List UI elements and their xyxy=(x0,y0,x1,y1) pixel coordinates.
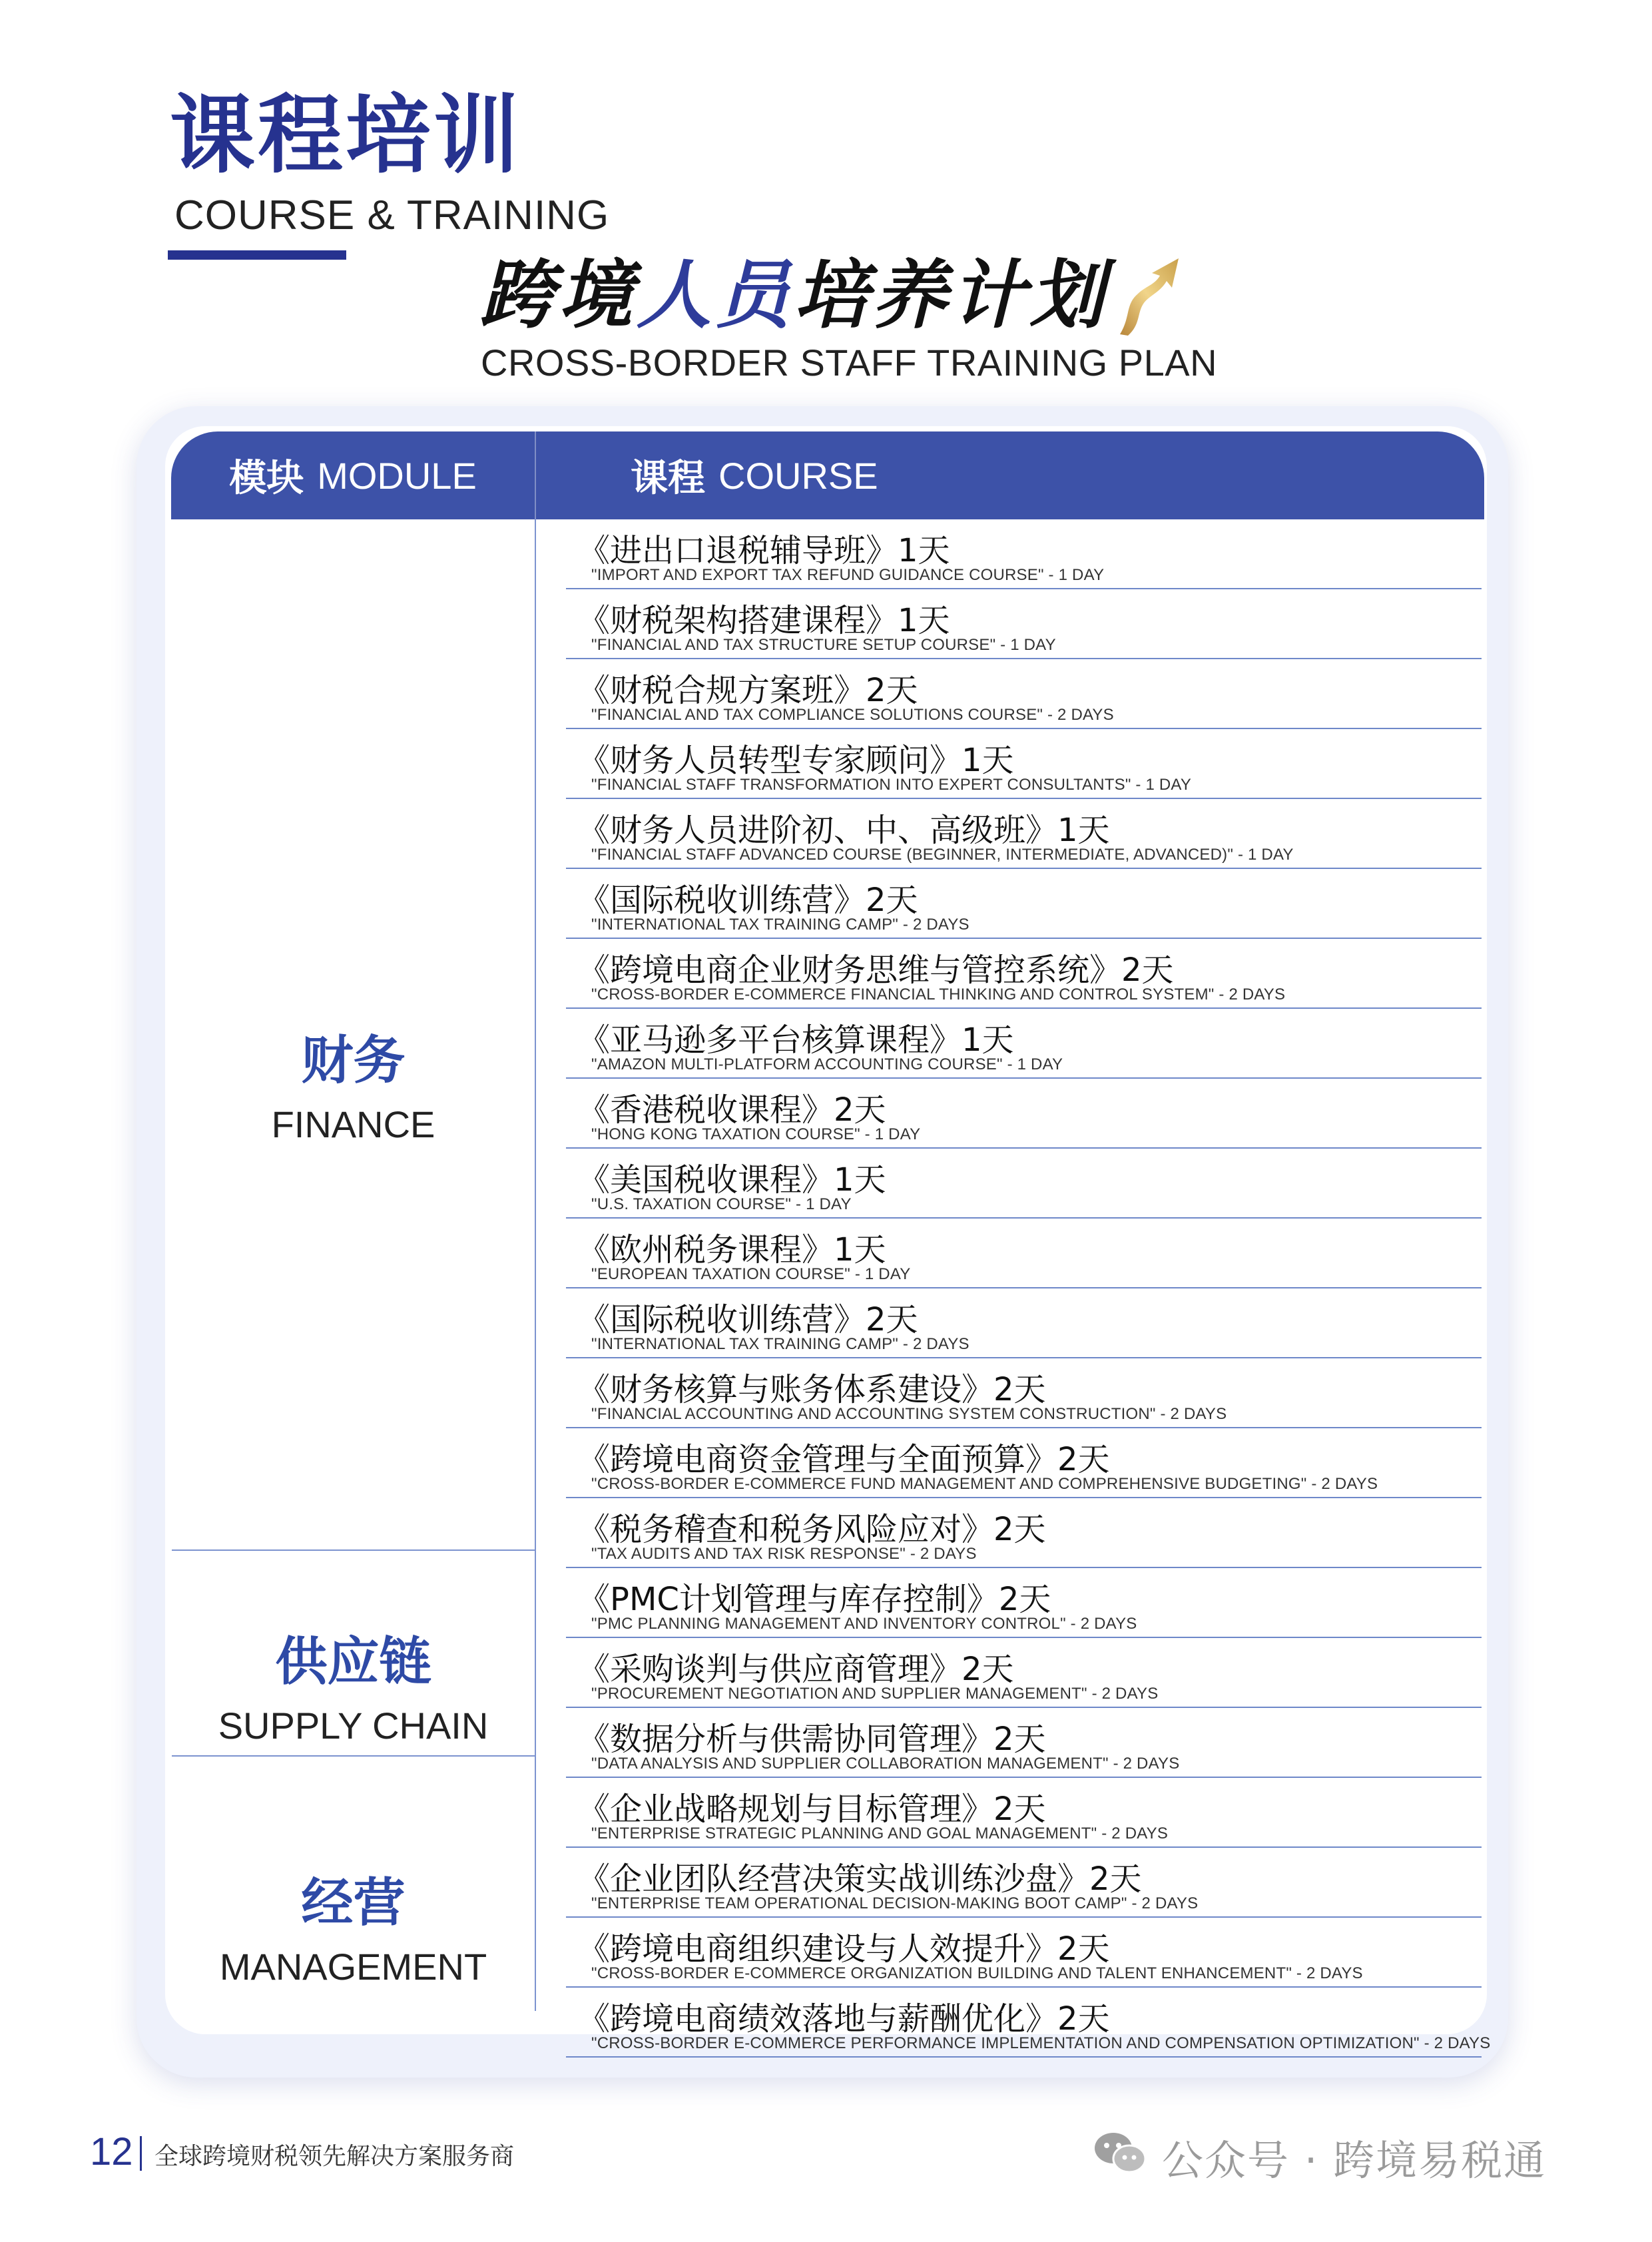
course-title-en: "FINANCIAL STAFF TRANSFORMATION INTO EXPERT CONSULTANTS" - 1 DAY xyxy=(591,776,1192,794)
course-title-cn: 《亚马逊多平台核算课程》1天 xyxy=(578,1021,1014,1059)
course-row xyxy=(566,729,1482,799)
course-row xyxy=(566,1219,1482,1288)
course-row xyxy=(566,1988,1491,2058)
course-title-cn: 《国际税收训练营》2天 xyxy=(578,882,918,919)
module-separator xyxy=(172,1755,535,1757)
course-row xyxy=(566,1079,1482,1149)
course-row xyxy=(566,1428,1482,1498)
plan-subtitle: CROSS-BORDER STAFF TRAINING PLAN xyxy=(481,342,1218,384)
watermark-text: 公众号 · 跨境易税通 xyxy=(1162,2136,1547,2185)
course-title-cn: 《跨境电商企业财务思维与管控系统》2天 xyxy=(578,952,1174,989)
course-title-cn: 《跨境电商组织建设与人效提升》2天 xyxy=(578,1930,1110,1968)
course-title-en: "CROSS-BORDER E-COMMERCE PERFORMANCE IMPLEMENTATION AND COMPENSATION OPTIMIZATION" - 2 DAYS xyxy=(591,2034,1491,2052)
module-label-cn: 供应链 xyxy=(275,1632,431,1692)
wechat-icon xyxy=(1092,2129,1148,2176)
course-title-cn: 《财务核算与账务体系建设》2天 xyxy=(578,1371,1046,1408)
course-row xyxy=(566,1288,1482,1358)
course-title-en: "PROCUREMENT NEGOTIATION AND SUPPLIER MANAGEMENT" - 2 DAYS xyxy=(591,1685,1159,1703)
course-title-en: "INTERNATIONAL TAX TRAINING CAMP" - 2 DAYS xyxy=(591,916,969,934)
course-title-cn: 《企业战略规划与目标管理》2天 xyxy=(578,1791,1046,1828)
course-title-cn: 《香港税收课程》2天 xyxy=(578,1091,886,1129)
course-title-en: "ENTERPRISE STRATEGIC PLANNING AND GOAL MANAGEMENT" - 2 DAYS xyxy=(591,1824,1169,1842)
course-row xyxy=(566,1708,1482,1778)
course-title-cn: 《企业团队经营决策实战训练沙盘》2天 xyxy=(578,1860,1142,1898)
course-title-cn: 《国际税收训练营》2天 xyxy=(578,1301,918,1338)
course-row xyxy=(566,1009,1482,1079)
module-management xyxy=(172,1861,535,1988)
course-row xyxy=(566,1848,1482,1918)
course-row xyxy=(566,1149,1482,1219)
module-separator xyxy=(172,1549,535,1551)
course-title-cn: 《财税合规方案班》2天 xyxy=(578,672,918,709)
course-title-cn: 《财务人员进阶初、中、高级班》1天 xyxy=(578,812,1110,849)
course-title-en: "HONG KONG TAXATION COURSE" - 1 DAY xyxy=(591,1125,921,1143)
course-title-en: "U.S. TAXATION COURSE" - 1 DAY xyxy=(591,1195,852,1213)
course-title-en: "PMC PLANNING MANAGEMENT AND INVENTORY CONTROL" - 2 DAYS xyxy=(591,1615,1137,1633)
course-title-cn: 《美国税收课程》1天 xyxy=(578,1161,886,1199)
course-title-cn: 《跨境电商绩效落地与薪酬优化》2天 xyxy=(578,2000,1110,2038)
course-row xyxy=(566,1358,1482,1428)
column-divider xyxy=(535,519,536,2011)
table-header xyxy=(171,431,1484,519)
footer-tagline: 全球跨境财税领先解决方案服务商 xyxy=(154,2143,515,2170)
course-title-en: "DATA ANALYSIS AND SUPPLIER COLLABORATION MANAGEMENT" - 2 DAYS xyxy=(591,1755,1180,1773)
course-title-cn: 《跨境电商资金管理与全面预算》2天 xyxy=(578,1441,1110,1478)
course-title-en: "AMAZON MULTI-PLATFORM ACCOUNTING COURSE" - 1 DAY xyxy=(591,1055,1063,1073)
course-title-en: "ENTERPRISE TEAM OPERATIONAL DECISION-MAKING BOOT CAMP" - 2 DAYS xyxy=(591,1894,1199,1912)
plan-title xyxy=(479,252,1108,339)
course-title-cn: 《进出口退税辅导班》1天 xyxy=(578,532,950,569)
course-title-en: "FINANCIAL AND TAX STRUCTURE SETUP COURSE" - 1 DAY xyxy=(591,636,1056,654)
header-divider xyxy=(535,431,536,519)
course-row xyxy=(566,869,1482,939)
course-title-en: "TAX AUDITS AND TAX RISK RESPONSE" - 2 DAYS xyxy=(591,1545,977,1563)
rising-arrow-icon xyxy=(1111,253,1184,340)
course-title-en: "FINANCIAL ACCOUNTING AND ACCOUNTING SYSTEM CONSTRUCTION" - 2 DAYS xyxy=(591,1405,1227,1423)
course-row xyxy=(566,659,1482,729)
plan-title-part3: 培养计划 xyxy=(794,252,1108,339)
module-supply-chain xyxy=(172,1620,535,1747)
course-row xyxy=(566,589,1482,659)
course-list xyxy=(566,519,1491,2058)
header-module-en: MODULE xyxy=(317,454,477,497)
course-title-cn: 《税务稽查和税务风险应对》2天 xyxy=(578,1511,1046,1548)
course-row xyxy=(566,799,1482,869)
header-course xyxy=(551,431,878,519)
course-title-cn: 《财务人员转型专家顾问》1天 xyxy=(578,742,1014,779)
course-title-en: "CROSS-BORDER E-COMMERCE FINANCIAL THINKING AND CONTROL SYSTEM" - 2 DAYS xyxy=(591,985,1286,1003)
page-number: 12 xyxy=(90,2130,133,2173)
course-row xyxy=(566,1498,1482,1568)
course-title-cn: 《欧州税务课程》1天 xyxy=(578,1231,886,1268)
course-row xyxy=(566,1778,1482,1848)
module-finance xyxy=(172,1019,535,1146)
course-title-en: "FINANCIAL STAFF ADVANCED COURSE (BEGINNER, INTERMEDIATE, ADVANCED)" - 1 DAY xyxy=(591,846,1294,864)
course-title-en: "CROSS-BORDER E-COMMERCE ORGANIZATION BUILDING AND TALENT ENHANCEMENT" - 2 DAYS xyxy=(591,1964,1363,1982)
course-row xyxy=(566,939,1482,1009)
course-title-en: "EUROPEAN TAXATION COURSE" - 1 DAY xyxy=(591,1265,911,1283)
course-row xyxy=(566,1638,1482,1708)
course-row xyxy=(566,1918,1482,1988)
course-title-cn: 《财税架构搭建课程》1天 xyxy=(578,602,950,639)
plan-title-part1: 跨境 xyxy=(479,252,637,339)
module-label-en: SUPPLY CHAIN xyxy=(218,1705,489,1747)
course-title-en: "IMPORT AND EXPORT TAX REFUND GUIDANCE COURSE" - 1 DAY xyxy=(591,566,1105,584)
plan-title-highlight: 人员 xyxy=(637,252,794,339)
course-title-cn: 《PMC计划管理与库存控制》2天 xyxy=(578,1581,1051,1618)
course-title-en: "INTERNATIONAL TAX TRAINING CAMP" - 2 DAYS xyxy=(591,1335,969,1353)
module-label-cn: 财务 xyxy=(301,1031,406,1091)
course-title-en: "CROSS-BORDER E-COMMERCE FUND MANAGEMENT AND COMPREHENSIVE BUDGETING" - 2 DAYS xyxy=(591,1475,1378,1493)
page-title-english: COURSE & TRAINING xyxy=(174,192,610,238)
header-module xyxy=(171,431,535,519)
course-title-cn: 《采购谈判与供应商管理》2天 xyxy=(578,1651,1014,1688)
course-title-cn: 《数据分析与供需协同管理》2天 xyxy=(578,1721,1046,1758)
header-course-en: COURSE xyxy=(718,454,878,497)
course-row xyxy=(566,1568,1482,1638)
module-label-en: MANAGEMENT xyxy=(219,1946,487,1988)
module-label-en: FINANCE xyxy=(271,1103,435,1145)
course-title-en: "FINANCIAL AND TAX COMPLIANCE SOLUTIONS COURSE" - 2 DAYS xyxy=(591,706,1114,724)
course-row xyxy=(566,519,1482,589)
header-course-cn: 课程 xyxy=(631,457,705,500)
footer-divider xyxy=(140,2136,142,2171)
title-underline xyxy=(168,250,346,260)
module-label-cn: 经营 xyxy=(301,1873,406,1933)
page-title: 课程培训 xyxy=(170,86,522,185)
header-module-cn: 模块 xyxy=(229,457,304,500)
